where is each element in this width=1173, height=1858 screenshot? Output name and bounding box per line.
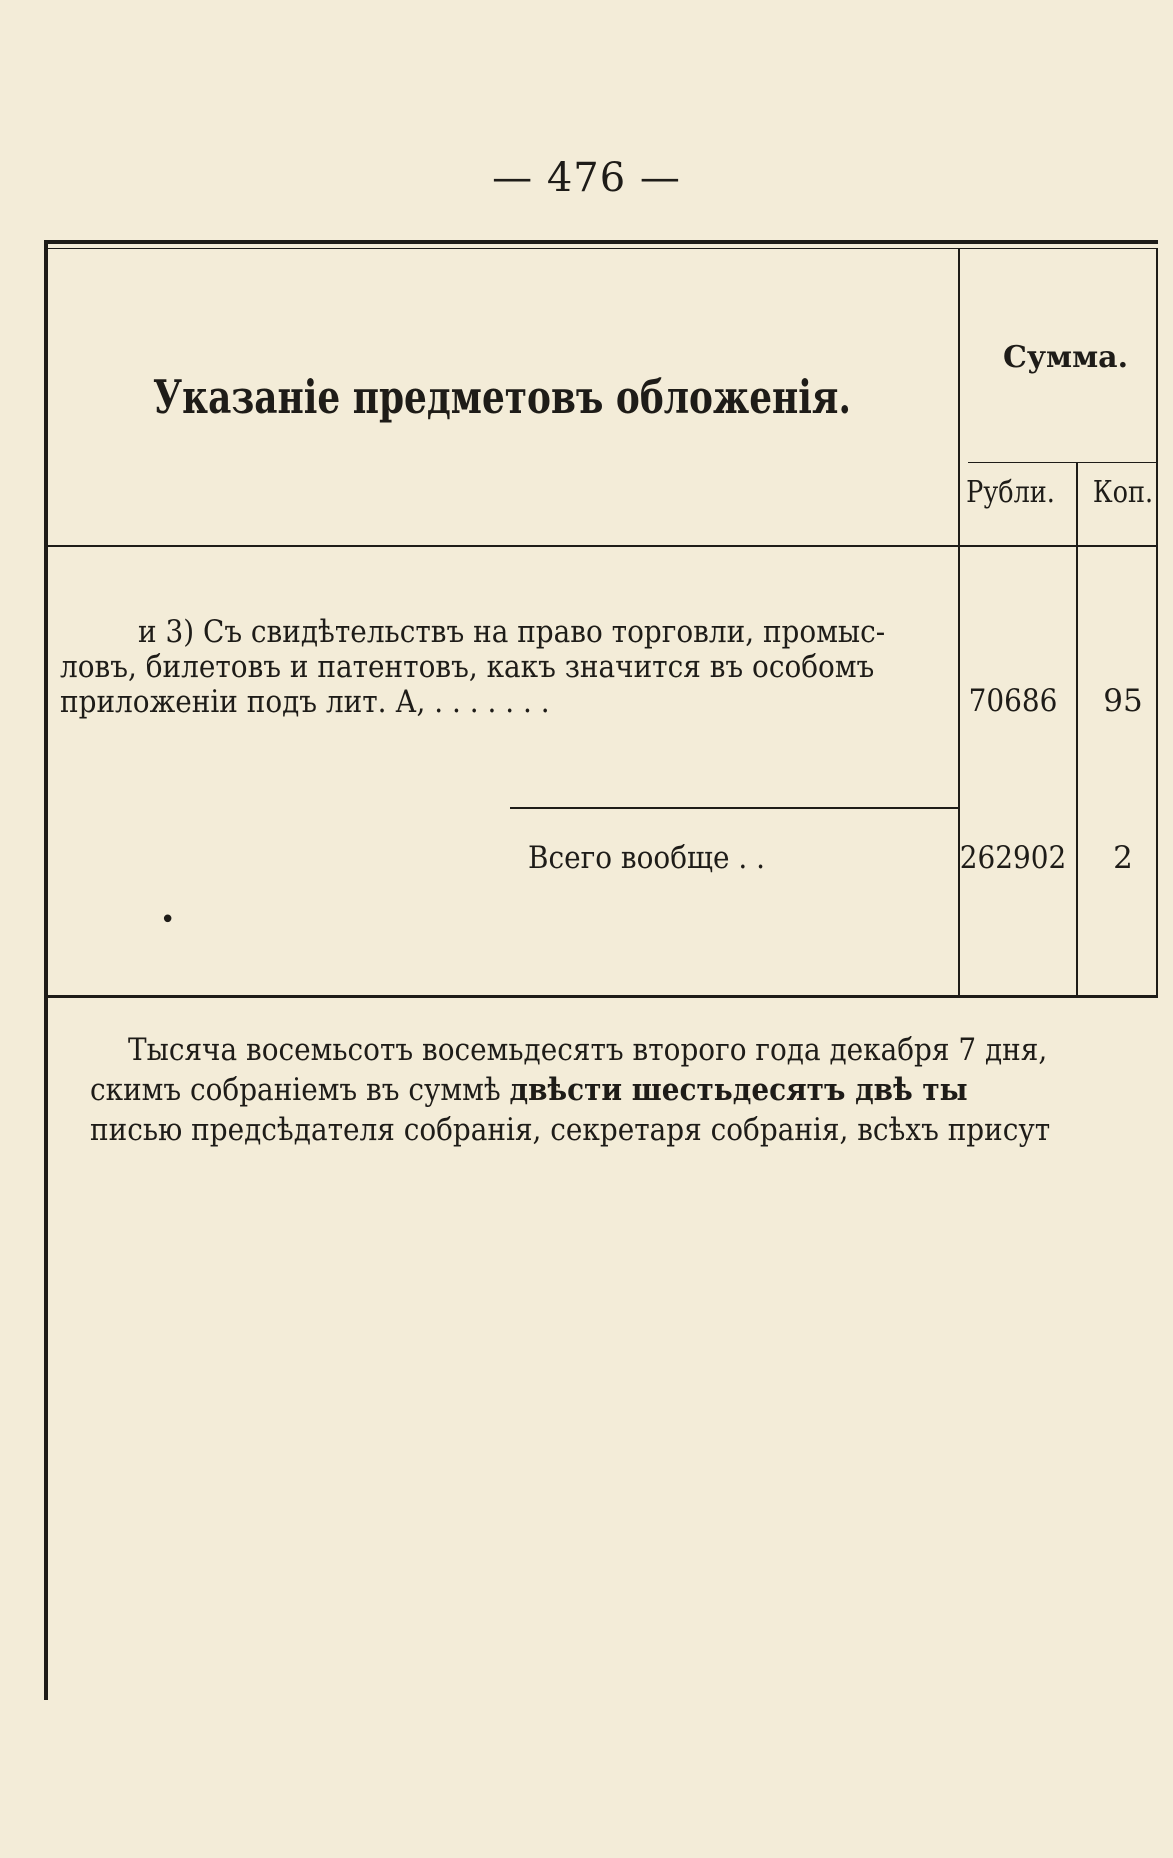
- page-number: — 476 —: [492, 155, 681, 201]
- bullet-mark: •: [160, 905, 176, 935]
- item-line-3: приложеніи подъ лит. А, . . . . . . .: [60, 684, 550, 720]
- table-bottom-rule: [48, 995, 1158, 998]
- closing-line-2-amount: двѣсти шестьдесятъ двѣ ты: [509, 1072, 968, 1108]
- closing-paragraph: [90, 1030, 1170, 1150]
- item-rubles-value: 70686: [968, 683, 1058, 719]
- header-sum: Сумма.: [1002, 340, 1129, 375]
- closing-line-1: Тысяча восемьсотъ восемьдесятъ второго года декабря 7 дня,: [128, 1032, 1048, 1068]
- column-kopecks-label: Коп.: [1092, 475, 1154, 510]
- total-kopecks-value: 2: [1113, 840, 1133, 876]
- item-kopecks-value: 95: [1103, 683, 1143, 719]
- table-left-border: [44, 240, 48, 1700]
- header-bottom-rule: [48, 545, 1158, 547]
- closing-line-2-start: скимъ собраніемъ въ суммѣ: [90, 1072, 510, 1108]
- column-rubles-label: Рубли.: [966, 475, 1055, 510]
- closing-line-3: писью предсѣдателя собранія, секретаря собранія, всѣхъ присут: [90, 1112, 1051, 1148]
- total-rubles-value: 262902: [959, 840, 1067, 876]
- tax-table: [48, 240, 1158, 995]
- closing-line-2: [90, 1070, 1062, 1110]
- kopecks-column-divider: [1076, 462, 1078, 996]
- table-top-rule: [48, 240, 1158, 244]
- total-label: Всего вообще . .: [528, 840, 765, 876]
- total-top-rule: [510, 807, 958, 809]
- item-description: [60, 615, 960, 720]
- header-title: Указаніе предметовъ обложенія.: [153, 370, 851, 424]
- sum-header-underline: [968, 462, 1158, 463]
- table-top-rule-thin: [48, 248, 1158, 249]
- item-line-1: и 3) Съ свидѣтельствъ на право торговли, промыс-: [138, 614, 886, 650]
- item-line-2: ловъ, билетовъ и патентовъ, какъ значится въ особомъ: [60, 649, 875, 685]
